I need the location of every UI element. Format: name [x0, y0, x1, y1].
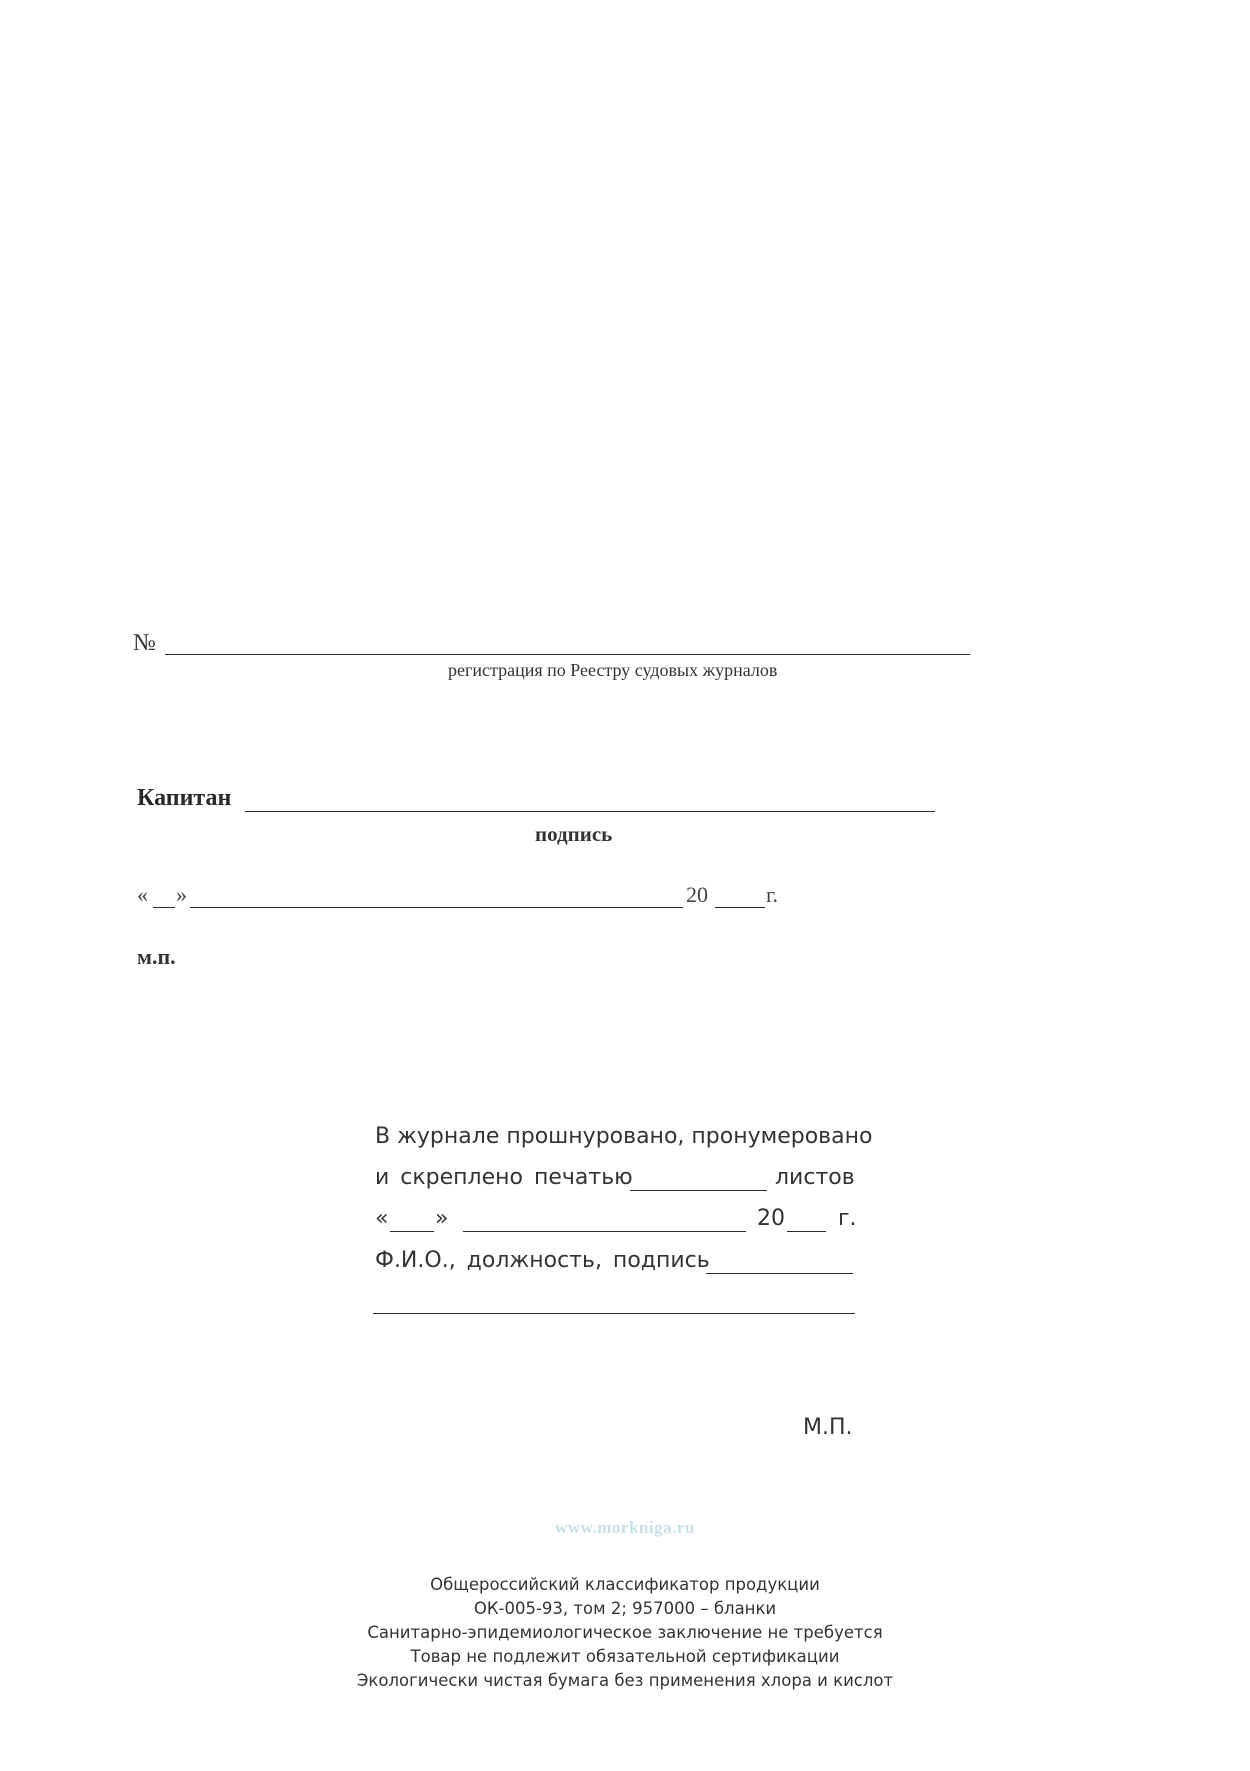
footer-line: ОК-005-93, том 2; 957000 – бланки [473, 1599, 777, 1618]
certification-date-day-line [390, 1231, 434, 1232]
footer-line: Экологически чистая бумага без применения хлора и кислот [356, 1671, 894, 1690]
captain-signature-line [245, 811, 935, 812]
footer-line: Товар не подлежит обязательной сертификации [410, 1647, 840, 1666]
captain-date-day-line [153, 907, 175, 908]
captain-date-year-suffix: г. [766, 882, 779, 907]
signature-caption: подпись [535, 822, 613, 846]
certification-line-2-suffix: листов [775, 1165, 855, 1190]
certification-stamp-label: М.П. [803, 1415, 853, 1440]
sheets-count-line [630, 1190, 767, 1191]
captain-date-year-line [715, 907, 765, 908]
fio-position-signature-label: Ф.И.О., должность, подпись [375, 1248, 710, 1273]
certification-line-2-prefix: и скреплено печатью [375, 1165, 633, 1190]
certification-date-year-prefix: 20 [757, 1206, 785, 1231]
registration-number-line [165, 654, 970, 655]
certification-date-month-line [463, 1231, 746, 1232]
captain-date-month-line [190, 907, 683, 908]
certification-date-year-line [787, 1231, 826, 1232]
certification-date-quote-close: » [435, 1206, 449, 1231]
website-watermark: www.morkniga.ru [555, 1518, 695, 1537]
certification-date-quote-open: « [375, 1206, 389, 1231]
captain-date-quote-close: » [176, 882, 187, 907]
certification-line-1: В журнале прошнуровано, пронумеровано [375, 1124, 873, 1149]
number-sign: № [133, 630, 156, 656]
fio-continuation-line [373, 1313, 855, 1314]
captain-date-year-prefix: 20 [686, 882, 708, 907]
fio-signature-line [706, 1273, 853, 1274]
footer-line: Общероссийский классификатор продукции [430, 1575, 820, 1594]
certification-date-year-suffix: г. [838, 1206, 857, 1231]
captain-date-quote-open: « [137, 882, 148, 907]
footer-info [0, 1573, 1250, 1693]
captain-stamp-label: м.п. [137, 944, 176, 969]
registration-caption: регистрация по Реестру судовых журналов [448, 660, 778, 680]
captain-label: Капитан [137, 785, 232, 811]
footer-line: Санитарно-эпидемиологическое заключение не требуется [367, 1623, 883, 1642]
